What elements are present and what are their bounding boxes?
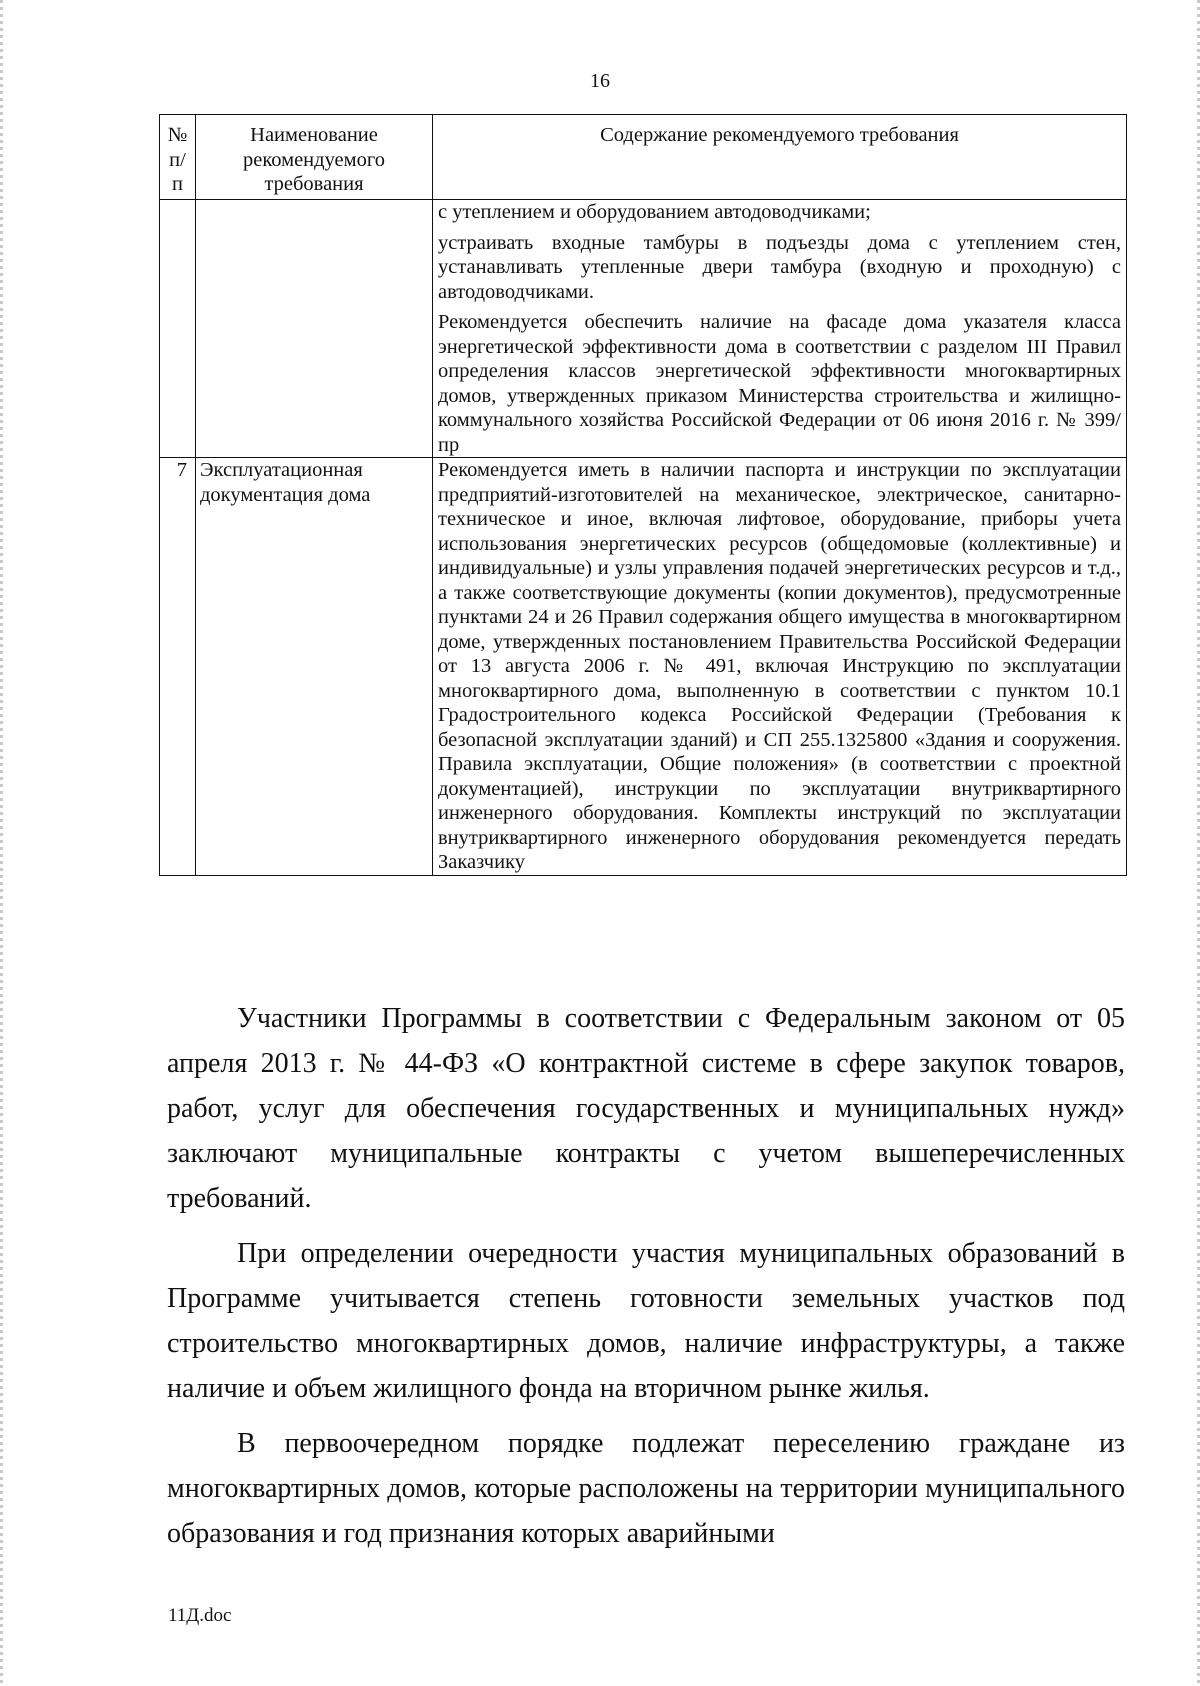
body-paragraph: В первоочередном порядке подлежат переселению граждане из многоквартирных домов, которые расположены на территории муниципального образования и год признания которых аварийными xyxy=(167,1428,1125,1549)
scan-edge-left xyxy=(0,0,3,1686)
document-filename: 11Д.doc xyxy=(168,1605,232,1626)
content-paragraph: Рекомендуется обеспечить наличие на фасаде дома указателя класса энергетической эффективности дома в соответствии с разделом III Правил определения классов энергетической эффективности многоквартирных домов, утвержденных приказом Министерства строительства и жилищно-коммунального хозяйства Российской Федерации от 06 июня 2016 г. № 399/пр xyxy=(438,311,1121,456)
header-requirement-content xyxy=(433,115,1127,200)
row-requirement-content xyxy=(433,458,1127,876)
content-paragraph: Рекомендуется иметь в наличии паспорта и инструкции по эксплуатации предприятий-изготовителей на механическое, электрическое, санитарно-техническое и иное, включая лифтовое, оборудование, приборы учета использования энергетических ресурсов (общедомовые (коллективные) и индивидуальные) и узлы управления подачей энергетических ресурсов и т.д., а также соответствующие документы (копии документов), предусмотренные пунктами 24 и 26 Правил содержания общего имущества в многоквартирном доме, утвержденных постановлением Правительства Российской Федерации от 13 августа 2006 г. № 491, включая Инструкцию по эксплуатации многоквартирного дома, выполненную в соответствии с пунктом 10.1 Градостроительного кодекса Российской Федерации (Требования к безопасной эксплуатации зданий) и СП 255.1325800 «Здания и сооружения. Правила эксплуатации, Общие положения» (в соответствии с проектной документацией), инструкции по эксплуатации внутриквартирного инженерного оборудования. Комплекты инструкций по эксплуатации внутриквартирного инженерного оборудования рекомендуется передать Заказчику xyxy=(438,459,1121,873)
body-paragraph: При определении очередности участия муниципальных образований в Программе учитывается степень готовности земельных участков под строительство многоквартирных домов, наличие инфраструктуры, а также наличие и объем жилищного фонда на вторичном рынке жилья. xyxy=(167,1238,1125,1404)
table-header-row xyxy=(160,115,1127,200)
row-number xyxy=(160,200,196,458)
content-paragraph: с утеплением и оборудованием автодоводчиками; xyxy=(438,201,871,223)
page-number: 16 xyxy=(590,70,610,92)
header-requirement-name xyxy=(196,115,433,200)
row-requirement-name xyxy=(196,200,433,458)
header-requirement-content-label: Содержание рекомендуемого требования xyxy=(600,124,959,146)
body-text xyxy=(167,996,1125,1566)
table-row xyxy=(160,200,1127,458)
requirements-table xyxy=(159,114,1127,876)
header-number xyxy=(160,115,196,200)
table-row xyxy=(160,458,1127,876)
header-number-label: № п/п xyxy=(167,124,188,195)
row-requirement-name: Эксплуатационная документация дома xyxy=(196,458,433,876)
body-paragraph: Участники Программы в соответствии с Федеральным законом от 05 апреля 2013 г. № 44-ФЗ «О контрактной системе в сфере закупок товаров, работ, услуг для обеспечения государственных и муниципальных нужд» заключают муниципальные контракты с учетом вышеперечисленных требований. xyxy=(167,1003,1125,1214)
header-requirement-name-label: Наименование рекомендуемого требования xyxy=(242,124,386,195)
row-requirement-content xyxy=(433,200,1127,458)
content-paragraph: устраивать входные тамбуры в подъезды дома с утеплением стен, устанавливать утепленные двери тамбура (входную и проходную) с автодоводчиками. xyxy=(438,231,1121,303)
row-number: 7 xyxy=(160,458,196,876)
